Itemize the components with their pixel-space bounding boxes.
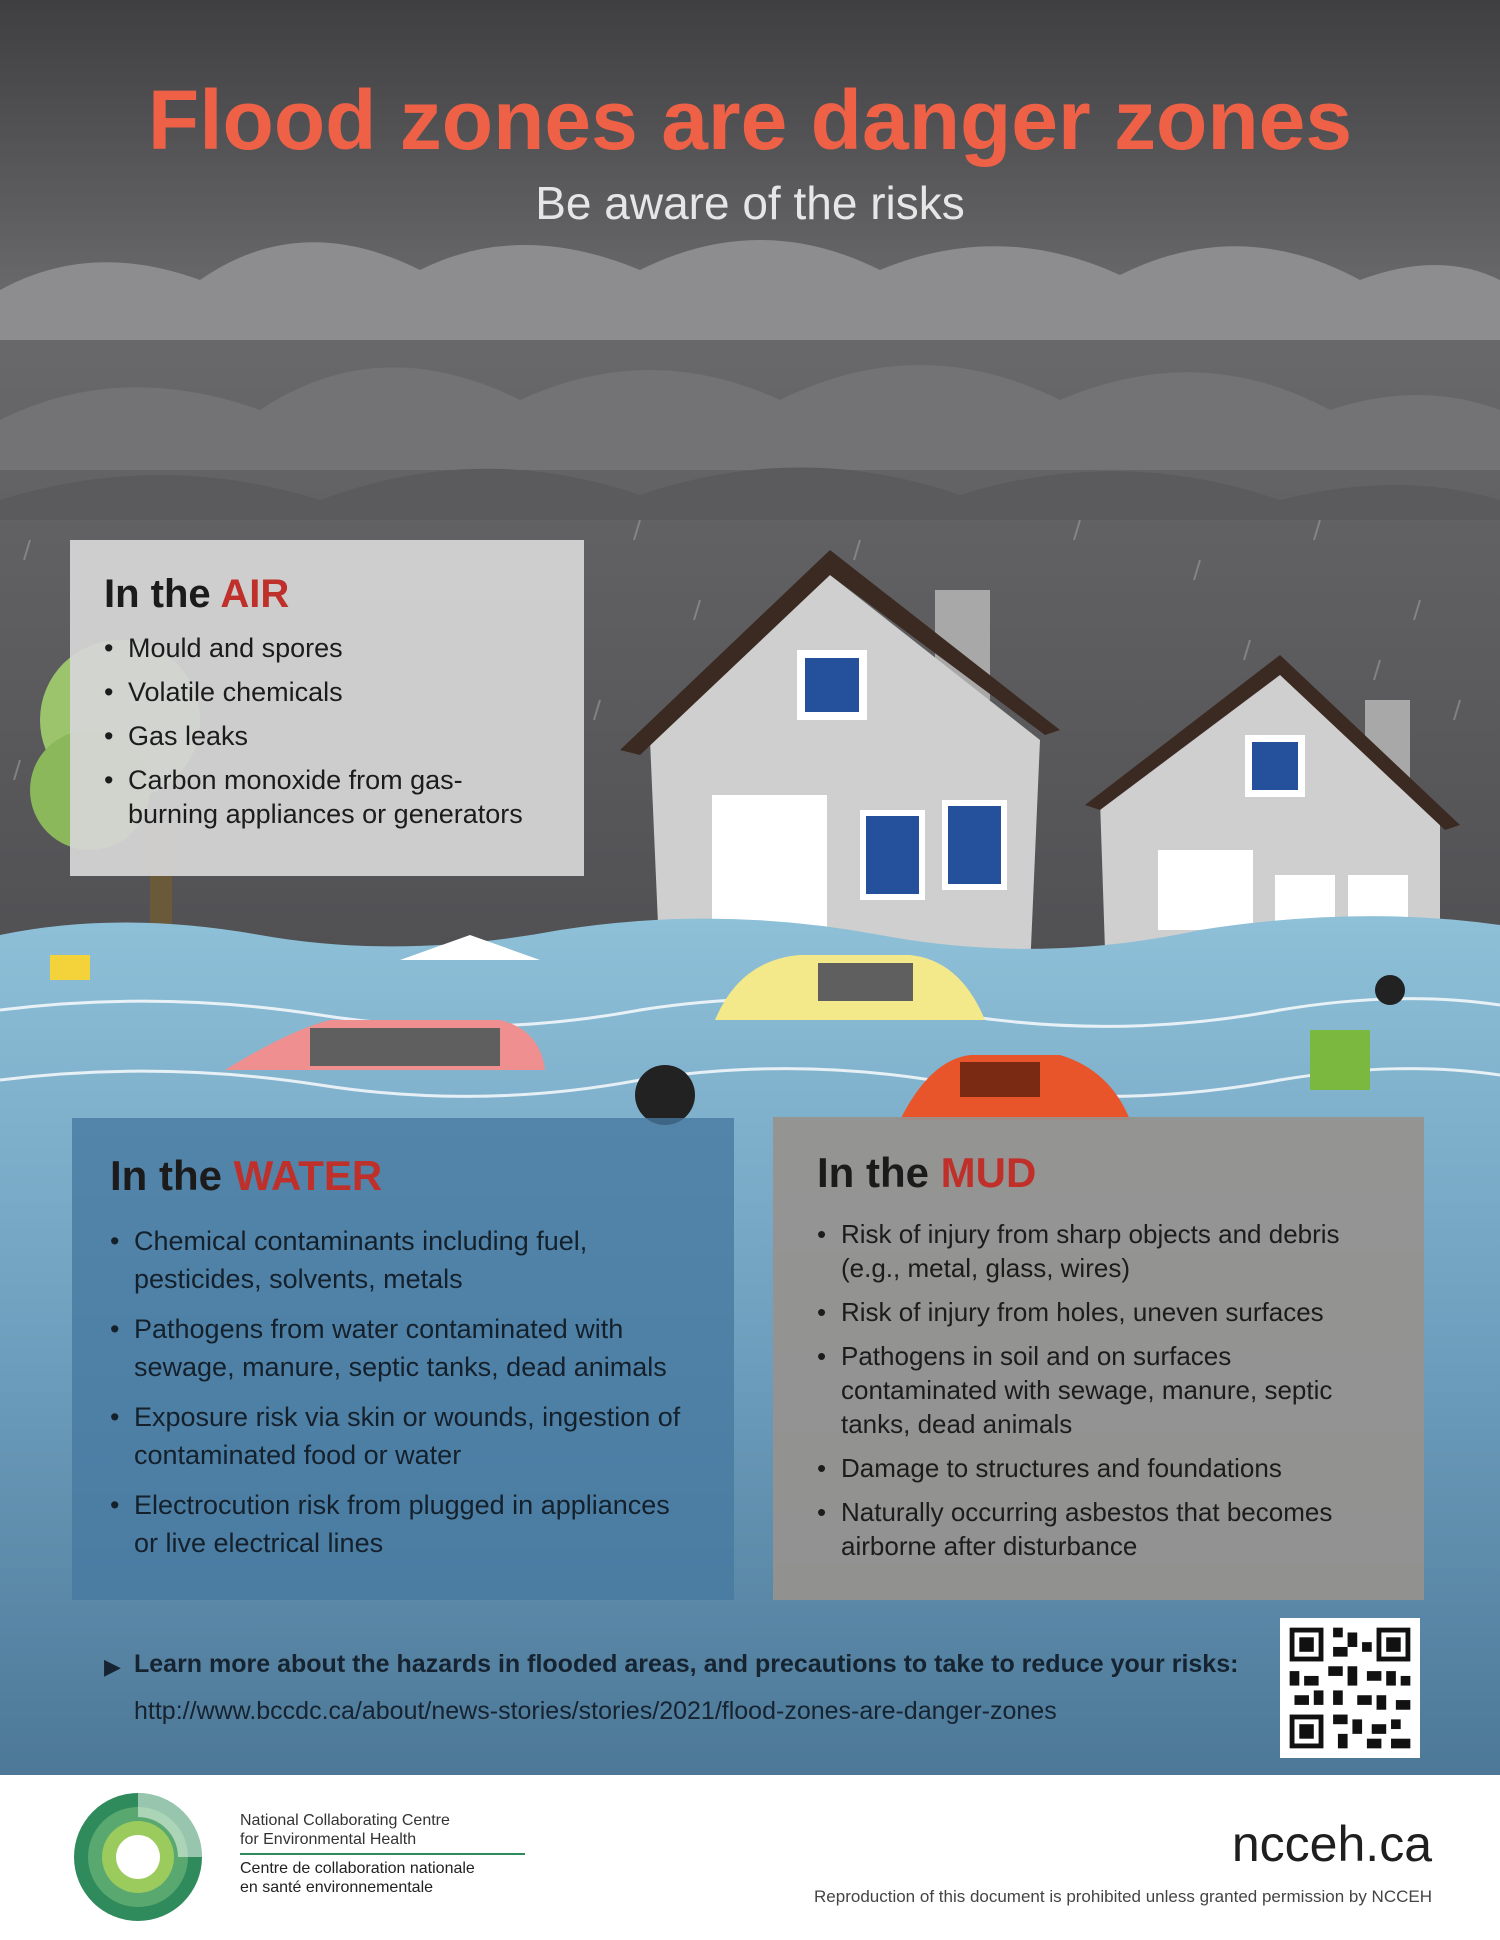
mud-heading xyxy=(817,1149,1380,1197)
mud-risks-panel xyxy=(773,1117,1424,1600)
water-risks-panel xyxy=(72,1118,734,1600)
water-heading xyxy=(110,1152,696,1200)
list-item: • Exposure risk via skin or wounds, ingestion of contaminated food or water xyxy=(110,1398,696,1474)
air-heading xyxy=(104,572,550,617)
org-fr-line1: Centre de collaboration nationale xyxy=(240,1860,475,1877)
page-title: Flood zones are danger zones xyxy=(147,73,1353,167)
list-item: • Mould and spores xyxy=(104,631,550,665)
reproduction-notice: Reproduction of this document is prohibited unless granted permission by NCCEH xyxy=(814,1887,1432,1906)
website-domain[interactable]: ncceh.ca xyxy=(1231,1816,1432,1872)
list-item: • Gas leaks xyxy=(104,719,550,753)
play-arrow-icon: ▶ xyxy=(104,1654,121,1679)
divider xyxy=(240,1853,525,1855)
water-heading-highlight: WATER xyxy=(233,1152,383,1199)
air-risk-list xyxy=(104,631,550,831)
page-subtitle: Be aware of the risks xyxy=(535,177,965,229)
list-item: • Pathogens from water contaminated with sewage, manure, septic tanks, dead animals xyxy=(110,1310,696,1386)
org-en-line2: for Environmental Health xyxy=(240,1831,417,1848)
list-item: • Damage to structures and foundations xyxy=(817,1451,1380,1485)
org-en-line1: National Collaborating Centre xyxy=(240,1812,450,1829)
org-name-french xyxy=(240,1859,540,1897)
air-heading-highlight: AIR xyxy=(220,572,290,616)
list-item: • Carbon monoxide from gas-burning appliances or generators xyxy=(104,763,550,831)
list-item: • Risk of injury from sharp objects and debris (e.g., metal, glass, wires) xyxy=(817,1217,1380,1285)
water-heading-prefix: In the xyxy=(110,1152,222,1199)
list-item: • Naturally occurring asbestos that becomes airborne after disturbance xyxy=(817,1495,1380,1563)
list-item: • Risk of injury from holes, uneven surfaces xyxy=(817,1295,1380,1329)
qr-code[interactable] xyxy=(1280,1618,1420,1758)
footer xyxy=(0,1775,1500,1940)
qr-code-icon xyxy=(1280,1618,1420,1758)
list-item: • Volatile chemicals xyxy=(104,675,550,709)
learn-more-link[interactable]: http://www.bccdc.ca/about/news-stories/stories/2021/flood-zones-are-danger-zones xyxy=(134,1697,1057,1725)
list-item: • Electrocution risk from plugged in appliances or live electrical lines xyxy=(110,1486,696,1562)
learn-more-section xyxy=(104,1650,1264,1726)
ncceh-logo-icon xyxy=(68,1787,208,1927)
org-name-english xyxy=(240,1811,540,1849)
water-risk-list xyxy=(110,1222,696,1562)
learn-more-text: Learn more about the hazards in flooded areas, and precautions to take to reduce your risks: xyxy=(134,1650,1239,1678)
mud-heading-prefix: In the xyxy=(817,1149,929,1196)
mud-risk-list xyxy=(817,1217,1380,1563)
air-risks-panel xyxy=(70,540,584,876)
list-item: • Chemical contaminants including fuel, pesticides, solvents, metals xyxy=(110,1222,696,1298)
org-fr-line2: en santé environnementale xyxy=(240,1879,434,1896)
mud-heading-highlight: MUD xyxy=(940,1149,1037,1196)
list-item: • Pathogens in soil and on surfaces contaminated with sewage, manure, septic tanks, dead animals xyxy=(817,1339,1380,1441)
air-heading-prefix: In the xyxy=(104,572,211,616)
